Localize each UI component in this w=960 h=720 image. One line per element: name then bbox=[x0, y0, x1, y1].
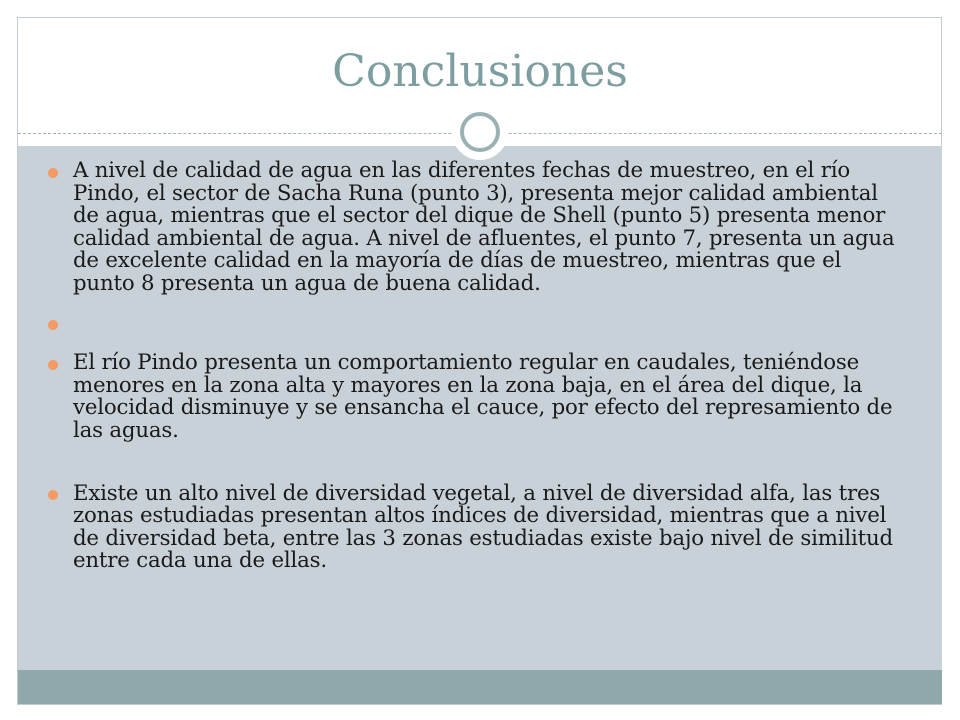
bullet-dot-icon bbox=[48, 168, 58, 178]
footer-band bbox=[18, 670, 942, 704]
bullet-item bbox=[48, 480, 908, 574]
bullet-dot-icon bbox=[48, 490, 58, 500]
bullet-dot-icon bbox=[48, 320, 58, 330]
bullet-item bbox=[48, 160, 908, 296]
bullet-item bbox=[48, 352, 908, 442]
bullet-dot-icon bbox=[48, 360, 58, 370]
circle-ring-icon bbox=[460, 112, 500, 152]
bullet-list bbox=[48, 160, 908, 573]
bullet-text: Existe un alto nivel de diversidad vegetal, a nivel de diversidad alfa, las tres zonas estudiadas presentan altos índices de diversidad, mientras que a nivel de diversidad beta, entre las 3 zonas estudiadas existe bajo nivel de similitud entre cada una de ellas. bbox=[73, 480, 893, 574]
bullet-text: A nivel de calidad de agua en las diferentes fechas de muestreo, en el río Pindo, el sector de Sacha Runa (punto 3), presenta mejor calidad ambiental de agua, mientras que el sector del dique de Shell (punto 5) presenta menor calidad ambiental de agua. A nivel de afluentes, el punto 7, presenta un agua de excelente calidad en la mayoría de días de muestreo, mientras que el punto 8 presenta un agua de buena calidad. bbox=[73, 158, 895, 296]
bullet-item bbox=[48, 313, 908, 336]
slide-title: Conclusiones bbox=[332, 46, 628, 97]
bullet-text: El río Pindo presenta un comportamiento regular en caudales, teniéndose menores en la zona alta y mayores en la zona baja, en el área del dique, la velocidad disminuye y se ensancha el cauce, por efecto del represamiento de las aguas. bbox=[73, 350, 893, 443]
